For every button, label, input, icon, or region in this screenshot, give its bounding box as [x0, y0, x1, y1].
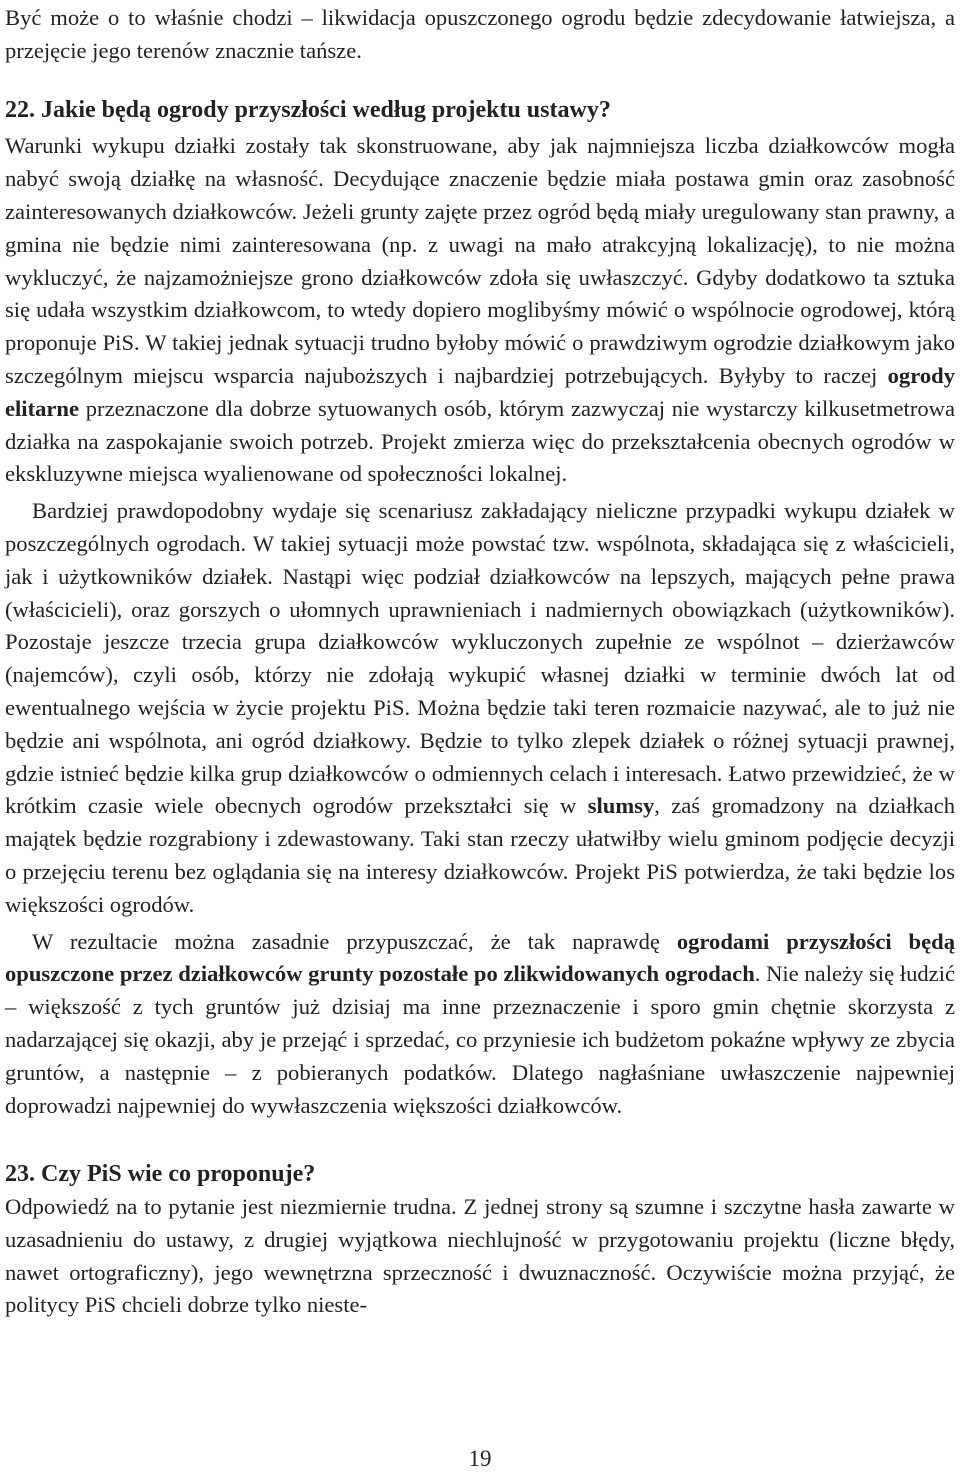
text-run: , zaś gromadzony na działkach majątek będzie rozgrabiony i zdewastowany. Taki stan rzeczy ułatwiłby wielu gminom podjęcie decyzji o przejęciu terenu bez oglądania się na interesy działkowców. Projekt PiS potwierdza, że taki będzie los większości ogrodów. — [5, 793, 955, 917]
paragraph-intro — [5, 2, 955, 68]
page-number: 19 — [468, 1446, 492, 1471]
text-run: Warunki wykupu działki zostały tak skonstruowane, aby jak najmniejsza liczba działkowców mogła nabyć swoją działkę na własność. Decydujące znaczenie będzie miała postawa gmin oraz zasobność zainteresowanych działkowców. Jeżeli grunty zajęte przez ogród będą miały uregulowany stan prawny, a gmina nie będzie nimi zainteresowana (np. z uwagi na mało atrakcyjną lokalizację), to nie można wykluczyć, że najzamożniejsze grono działkowców zdoła się uwłaszczyć. Gdyby dodatkowo ta sztuka się udała wszystkim działkowcom, to wtedy dopiero moglibyśmy mówić o wspólnocie ogrodowej, którą proponuje PiS. W takiej jednak sytuacji trudno byłoby mówić o prawdziwym ogrodzie działkowym jako szczególnym miejscu wsparcia najuboższych i najbardziej potrzebujących. Byłyby to raczej — [5, 133, 955, 388]
heading-text: 22. Jakie będą ogrody przyszłości według projektu ustawy? — [5, 96, 611, 123]
text-run: W rezultacie można zasadnie przypuszczać, że tak naprawdę — [32, 928, 677, 954]
question-heading-22 — [5, 94, 955, 127]
bold-phrase-ogrody-elitarne: ogrody elitarne — [5, 362, 955, 421]
paragraph-scenario — [5, 495, 955, 921]
text-run: Być może o to właśnie chodzi – likwidacja opuszczonego ogrodu będzie zdecydowanie łatwiejsza, a przejęcie jego terenów znacznie tańsze. — [5, 5, 955, 63]
paragraph-23-answer — [5, 1191, 955, 1322]
question-heading-23 — [5, 1158, 955, 1191]
text-run: Bardziej prawdopodobny wydaje się scenariusz zakładający nieliczne przypadki wykupu działek w poszczególnych ogrodach. W takiej sytuacji może powstać tzw. wspólnota, składająca się z właścicieli, jak i użytkowników działek. Nastąpi więc podział działkowców na lepszych, mających pełne prawa (właścicieli), oraz gorszych o ułomnych uprawnieniach i nadmiernych obowiązkach (użytkowników). Pozostaje jeszcze trzecia grupa działkowców wykluczonych zupełnie ze wspólnot – dzierżawców (najemców), czyli osób, którzy nie zdołają wykupić własnej działki w terminie dwóch lat od ewentualnego wejścia w życie projektu PiS. Można będzie taki teren rozmaicie nazywać, ale to już nie będzie ani wspólnota, ani ogród działkowy. Będzie to tylko zlepek działek o różnej sytuacji prawnej, gdzie istnieć będzie kilka grup działkowców o odmiennych celach i interesach. Łatwo przewidzieć, że w krótkim czasie wiele obecnych ogrodów przekształci się w — [5, 498, 955, 819]
bold-phrase-ogrody-przyszlosci: ogrodami przyszłości będą opuszczone przez działkowców grunty pozostałe po zlikwidowanych ogrodach — [5, 928, 955, 987]
bold-word-slumsy: slumsy — [587, 793, 655, 819]
text-run: Odpowiedź na to pytanie jest niezmiernie trudna. Z jednej strony są szumne i szczytne hasła zawarte w uzasadnieniu do ustawy, z drugiej wyjątkowa niechlujność w przygotowaniu projektu (liczne błędy, nawet ortograficzny), jego wewnętrzna sprzeczność i dwuznaczność. Oczywiście można przyjąć, że politycy PiS chcieli dobrze tylko nieste- — [5, 1194, 955, 1318]
heading-text: 23. Czy PiS wie co proponuje? — [5, 1161, 316, 1188]
paragraph-conclusion — [5, 926, 955, 1123]
text-run: . Nie należy się łudzić – większość z tych gruntów już dzisiaj ma inne przeznaczenie i sporo gmin chętnie skorzysta z nadarzającej się okazji, aby je przejąć i sprzedać, co przyniesie ich budżetom pokaźne wpływy ze zbycia gruntów, a następnie – z pobieranych podatków. Dlatego nagłaśniane uwłaszczenie najpewniej doprowadzi najpewniej do wywłaszczenia większości działkowców. — [5, 961, 955, 1118]
paragraph-22-answer — [5, 130, 955, 491]
document-body — [5, 2, 955, 1322]
text-run: przeznaczone dla dobrze sytuowanych osób, którym zazwyczaj nie wystarczy kilkusetmetrowa działka na zaspokajanie swoich potrzeb. Projekt zmierza więc do przekształcenia obecnych ogrodów w ekskluzywne miejsca wyalienowane od społeczności lokalnej. — [5, 395, 955, 487]
